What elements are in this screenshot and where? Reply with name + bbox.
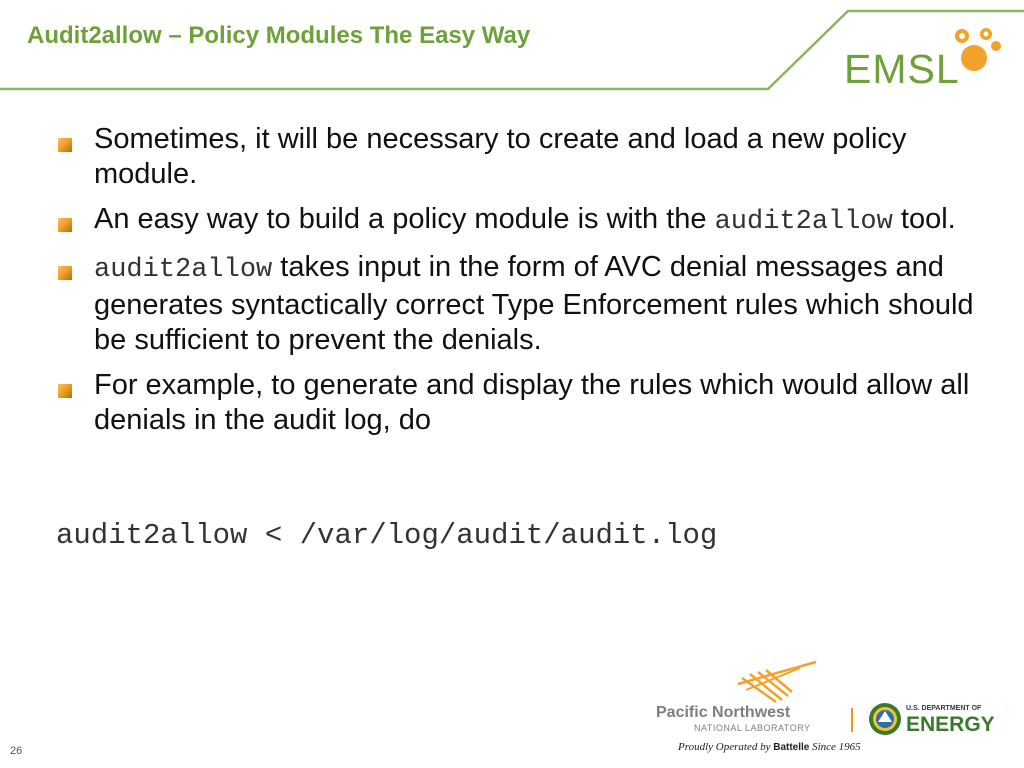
doe-seal-icon — [868, 702, 902, 736]
emsl-molecule-icon — [948, 26, 1008, 78]
list-item — [56, 368, 976, 438]
logo-divider — [851, 708, 853, 732]
bullet-square-icon — [58, 266, 72, 280]
bullet-square-icon — [58, 138, 72, 152]
list-item — [56, 122, 976, 192]
doe-department-text: U.S. DEPARTMENT OF — [906, 705, 982, 712]
doe-energy-text: ENERGY — [906, 713, 995, 736]
page-number: 26 — [10, 745, 23, 757]
bullet-square-icon — [58, 218, 72, 232]
list-item — [56, 202, 976, 240]
battelle-name: Battelle — [773, 742, 810, 753]
bullet-text: takes input in the form of AVC denial messages and generates syntactically correct Type Enforcement rules which should be sufficient to prevent the denials. — [94, 251, 974, 356]
bullet-square-icon — [58, 384, 72, 398]
list-item — [56, 250, 976, 358]
pnnl-flare-icon — [736, 660, 818, 704]
bullet-list — [56, 122, 976, 448]
slide-title: Audit2allow – Policy Modules The Easy Way — [27, 22, 531, 49]
operated-prefix: Proudly Operated by — [678, 741, 771, 753]
pnnl-name: Pacific Northwest — [656, 704, 791, 721]
bullet-text: Sometimes, it will be necessary to create and load a new policy module. — [94, 123, 907, 190]
inline-code: audit2allow — [94, 255, 273, 285]
bullet-text: tool. — [900, 203, 956, 235]
emsl-logo-text: EMSL — [844, 46, 960, 92]
doe-logo-icon — [868, 702, 1008, 738]
pnnl-logo-icon — [656, 660, 826, 732]
bullet-text: An easy way to build a policy module is with the — [94, 203, 707, 235]
operated-by-line — [678, 741, 861, 753]
pnnl-subtitle: NATIONAL LABORATORY — [694, 723, 811, 733]
bullet-text: For example, to generate and display the rules which would allow all denials in the audit log, do — [94, 369, 970, 436]
operated-suffix: Since 1965 — [812, 741, 861, 753]
command-line: audit2allow < /var/log/audit/audit.log — [56, 519, 718, 552]
emsl-logo-icon — [840, 26, 1010, 96]
inline-code: audit2allow — [714, 207, 893, 237]
